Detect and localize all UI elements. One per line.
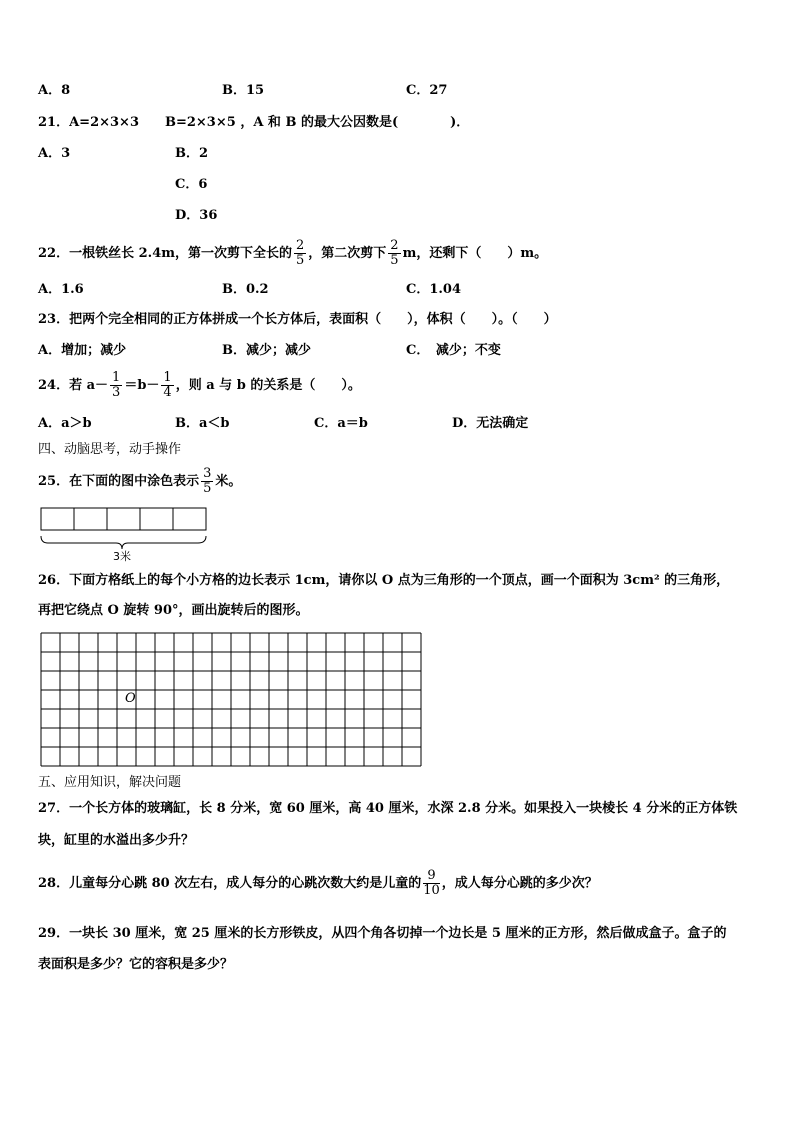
fraction-denominator: 5	[296, 253, 305, 268]
fraction-numerator: 2	[390, 238, 399, 253]
q24-option-d: D．无法确定	[452, 416, 529, 431]
q22-text-post: m，还剩下（ ）m。	[402, 246, 548, 261]
brace	[41, 536, 206, 549]
q25-text-post: 米。	[215, 474, 242, 489]
section-5-heading: 五、应用知识，解决问题	[38, 775, 182, 790]
q23-stem: 23．把两个完全相同的正方体拼成一个长方体后，表面积（ ），体积（ ）。（ ）	[38, 312, 557, 327]
q24-option-c: C．a＝b	[314, 416, 368, 431]
q23-option-a: A．增加；减少	[38, 343, 127, 358]
q21-option-a: A．3	[38, 146, 71, 161]
q23-option-c: C． 减少；不变	[406, 343, 501, 358]
bar-cell	[173, 508, 206, 530]
bar-cell	[107, 508, 140, 530]
fraction-numerator: 3	[203, 466, 212, 481]
q20-option-a: A．8	[38, 83, 71, 98]
bar-cell	[41, 508, 74, 530]
q29-line-2: 表面积是多少？它的容积是多少？	[38, 957, 234, 972]
q20-option-b: B．15	[222, 83, 265, 98]
q21-option-c: C．6	[175, 177, 208, 192]
q25-stem	[38, 462, 241, 502]
q22-text-mid: ，第二次剪下	[308, 246, 387, 261]
q21-option-b: B．2	[175, 146, 209, 161]
q22-stem	[38, 234, 547, 274]
q25-fraction	[201, 467, 213, 496]
q28-text-post: ，成人每分心跳的多少次？	[441, 876, 598, 891]
q22-fraction-1	[294, 239, 306, 268]
bar-cells	[41, 508, 206, 530]
fraction-denominator: 10	[423, 883, 440, 898]
q24-text-pre: 24．若 a－	[38, 378, 109, 393]
fraction-numerator: 2	[296, 238, 305, 253]
q22-option-b: B．0.2	[222, 282, 269, 297]
q24-fraction-1	[110, 371, 122, 400]
bar-cell	[74, 508, 107, 530]
grid-lines	[41, 633, 421, 766]
q24-fraction-2	[161, 371, 173, 400]
q26-line-1: 26．下面方格纸上的每个小方格的边长表示 1cm，请你以 O 点为三角形的一个顶点，画一个面积为 3cm² 的三角形，	[38, 573, 730, 588]
bar-length-label: 3米	[113, 550, 131, 563]
q20-option-c: C．27	[406, 83, 448, 98]
q22-fraction-2	[388, 239, 400, 268]
q25-bar-diagram	[36, 505, 216, 565]
fraction-numerator: 1	[112, 370, 121, 385]
q28-stem	[38, 864, 598, 904]
q24-text-mid: ＝b－	[124, 378, 160, 393]
q28-fraction	[423, 869, 440, 898]
fraction-numerator: 9	[423, 869, 440, 884]
q26-grid-paper	[40, 630, 424, 770]
section-4-heading: 四、动脑思考，动手操作	[38, 442, 182, 457]
q27-line-1: 27．一个长方体的玻璃缸，长 8 分米，宽 60 厘米，高 40 厘米，水深 2.8 分米。如果投入一块棱长 4 分米的正方体铁	[38, 801, 738, 816]
q21-option-d: D．36	[175, 208, 218, 223]
q22-option-c: C．1.04	[406, 282, 462, 297]
q24-stem	[38, 366, 361, 406]
q26-line-2: 再把它绕点 O 旋转 90°，画出旋转后的图形。	[38, 603, 309, 618]
fraction-denominator: 5	[203, 481, 212, 496]
q24-option-a: A．a＞b	[38, 416, 92, 431]
q22-option-a: A．1.6	[38, 282, 84, 297]
fraction-denominator: 4	[163, 385, 172, 400]
fraction-numerator: 1	[163, 370, 172, 385]
q22-text-pre: 22．一根铁丝长 2.4m，第一次剪下全长的	[38, 246, 292, 261]
q23-option-b: B．减少；减少	[222, 343, 311, 358]
point-o-label: O	[125, 691, 136, 706]
q29-line-1: 29．一块长 30 厘米，宽 25 厘米的长方形铁皮，从四个角各切掉一个边长是 5 厘米的正方形，然后做成盒子。盒子的	[38, 926, 727, 941]
fraction-denominator: 3	[112, 385, 121, 400]
fraction-denominator: 5	[390, 253, 399, 268]
q25-text-pre: 25．在下面的图中涂色表示	[38, 474, 200, 489]
q27-line-2: 块，缸里的水溢出多少升？	[38, 833, 195, 848]
bar-cell	[140, 508, 173, 530]
q28-text-pre: 28．儿童每分心跳 80 次左右，成人每分的心跳次数大约是儿童的	[38, 876, 422, 891]
q21-stem: 21．A=2×3×3 B=2×3×5 ，A 和 B 的最大公因数是( )．	[38, 115, 470, 130]
q24-option-b: B．a＜b	[175, 416, 230, 431]
q24-text-post: ，则 a 与 b 的关系是（ ）。	[175, 378, 361, 393]
